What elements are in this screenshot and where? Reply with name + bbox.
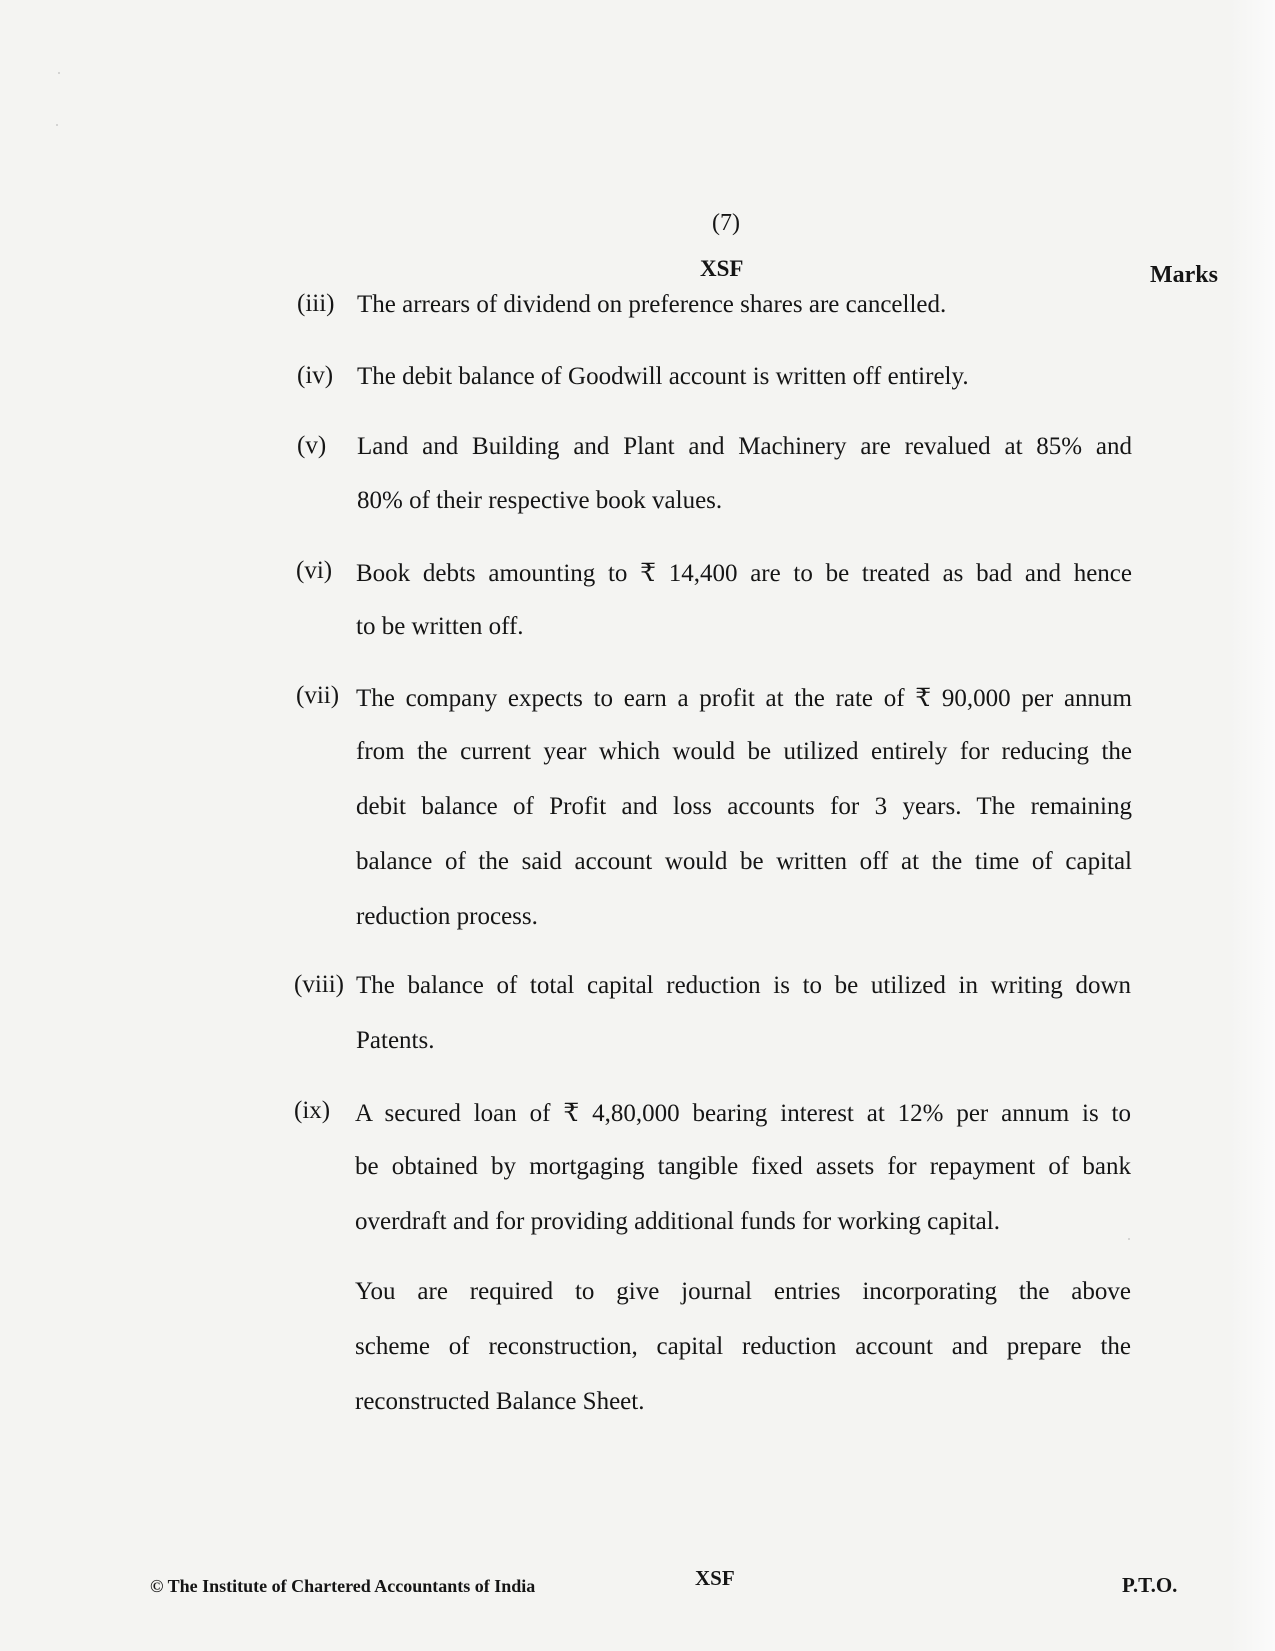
scan-speck bbox=[56, 124, 58, 126]
item-number: (v) bbox=[297, 432, 327, 459]
page-number: (7) bbox=[712, 210, 740, 236]
item-text-line: debit balance of Profit and loss accounts for 3 years. The remaining bbox=[356, 793, 1132, 820]
item-text-line: Land and Building and Plant and Machinery are revalued at 85% and bbox=[357, 433, 1132, 460]
item-text-line: overdraft and for providing additional funds for working capital. bbox=[355, 1208, 1000, 1235]
item-text-line: 80% of their respective book values. bbox=[357, 487, 723, 514]
instruction-text-line: You are required to give journal entries incorporating the above bbox=[355, 1278, 1131, 1305]
item-number: (vii) bbox=[296, 682, 340, 709]
item-text-line: Book debts amounting to ₹ 14,400 are to be treated as bad and hence bbox=[356, 560, 1132, 587]
item-text-line: be obtained by mortgaging tangible fixed assets for repayment of bank bbox=[355, 1153, 1131, 1180]
scan-speck bbox=[1128, 1238, 1130, 1240]
scan-speck bbox=[58, 72, 60, 74]
marks-heading: Marks bbox=[1150, 262, 1218, 288]
page-edge-shadow bbox=[1230, 0, 1275, 1651]
item-number: (vi) bbox=[296, 557, 333, 584]
footer-pto: P.T.O. bbox=[1122, 1573, 1178, 1597]
item-text-line: to be written off. bbox=[356, 613, 524, 640]
item-text-line: The debit balance of Goodwill account is written off entirely. bbox=[357, 363, 969, 390]
paper-code-header: XSF bbox=[700, 256, 744, 281]
item-number: (ix) bbox=[294, 1097, 331, 1124]
item-text-line: The arrears of dividend on preference shares are cancelled. bbox=[357, 291, 947, 318]
item-text-line: A secured loan of ₹ 4,80,000 bearing interest at 12% per annum is to bbox=[355, 1100, 1131, 1127]
item-text-line: The balance of total capital reduction is to be utilized in writing down bbox=[356, 972, 1131, 999]
instruction-text-line: scheme of reconstruction, capital reduction account and prepare the bbox=[355, 1333, 1131, 1360]
instruction-text-line: reconstructed Balance Sheet. bbox=[355, 1388, 645, 1415]
item-number: (iii) bbox=[297, 290, 335, 317]
item-number: (viii) bbox=[294, 971, 344, 998]
item-text-line: from the current year which would be utilized entirely for reducing the bbox=[356, 738, 1132, 765]
item-number: (iv) bbox=[297, 362, 334, 389]
footer-paper-code: XSF bbox=[695, 1566, 735, 1590]
item-text-line: reduction process. bbox=[356, 903, 538, 930]
item-text-line: balance of the said account would be written off at the time of capital bbox=[356, 848, 1132, 875]
footer-copyright: © The Institute of Chartered Accountants of India bbox=[150, 1576, 536, 1596]
item-text-line: Patents. bbox=[356, 1027, 435, 1054]
item-text-line: The company expects to earn a profit at the rate of ₹ 90,000 per annum bbox=[356, 685, 1132, 712]
